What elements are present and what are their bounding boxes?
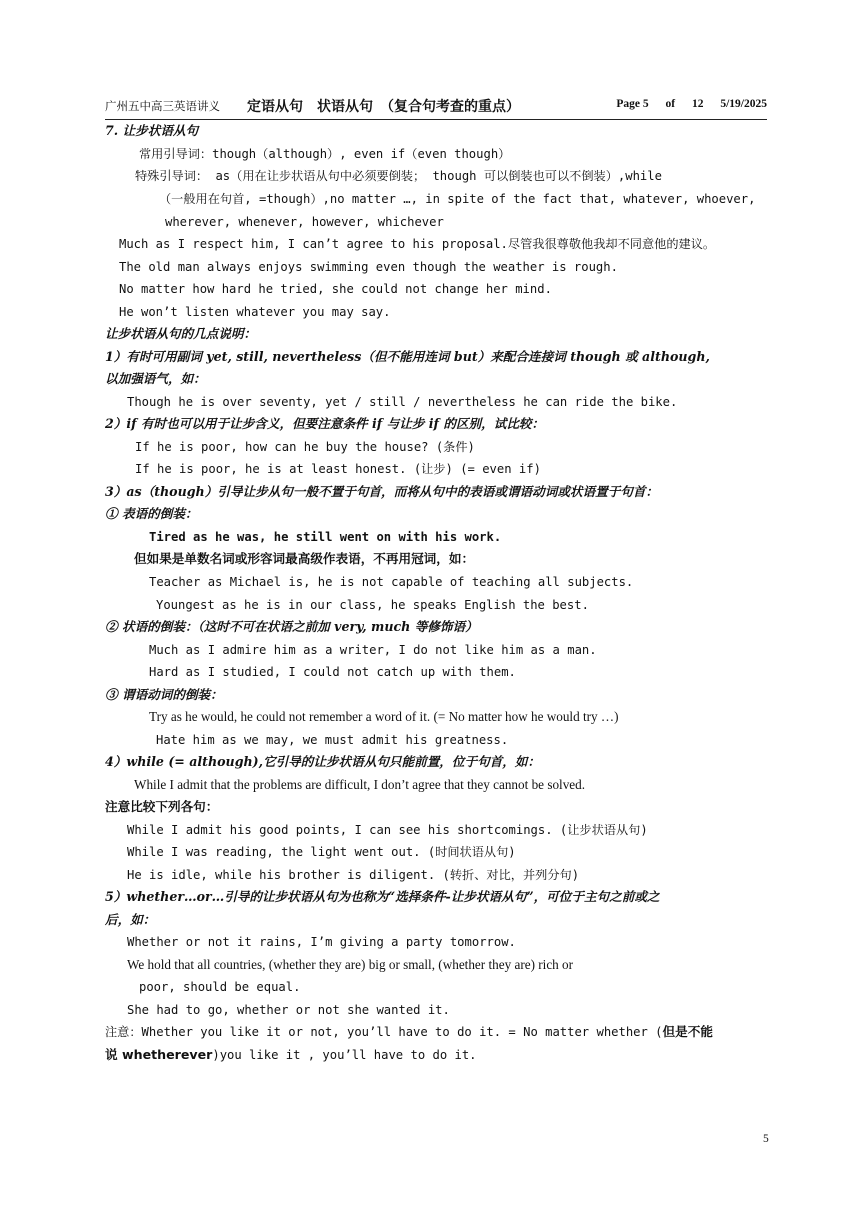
example-line: If he is poor, how can he buy the house? (条件) [135, 440, 475, 454]
text-line: Much as I respect him, I can’t agree to his proposal.尽管我很尊敬他我却不同意他的建议。 [119, 237, 716, 251]
example-line: He is idle, while his brother is diligent. (转折、对比，并列分句) [127, 868, 580, 882]
header-total-pages: 12 [691, 98, 704, 110]
point-heading: ③ 谓语动词的倒装： [105, 687, 223, 702]
text-line: He won’t listen whatever you may say. [119, 305, 391, 319]
text-line: wherever, whenever, however, whichever [165, 215, 444, 229]
text-line: 特殊引导词： as（用在让步状语从句中必须要倒装； though 可以倒装也可以不倒装）,while [135, 169, 662, 183]
note-emphasis: 说 whetherever [105, 1047, 213, 1062]
example-line: If he is poor, he is at least honest. (让步) (= even if) [135, 462, 541, 476]
example-line: While I admit that the problems are difficult, I don’t agree that they cannot be solved. [134, 777, 586, 792]
example-line: Though he is over seventy, yet / still / nevertheless he can ride the bike. [127, 395, 678, 409]
point-heading: 2）if 有时也可以用于让步含义，但要注意条件 if 与让步 if 的区别，试比较： [105, 416, 545, 431]
header-title: 定语从句 状语从句 （复合句考查的重点） [247, 99, 520, 115]
note-text: 注意：Whether you like it or not, you’ll have to do it. = No matter whether ( [105, 1025, 663, 1039]
example-line: Hate him as we may, we must admit his greatness. [156, 733, 509, 747]
subheading: 让步状语从句的几点说明： [105, 326, 257, 341]
note-line [105, 1023, 713, 1041]
example-line: poor, should be equal. [139, 980, 301, 994]
example-line: She had to go, whether or not she wanted it. [127, 1003, 450, 1017]
text-line: （一般用在句首, =though）,no matter …, in spite of the fact that, whatever, whoever, [159, 192, 756, 206]
example-line: Tired as he was, he still went on with his work. [149, 530, 502, 544]
note-text: )you like it , you’ll have to do it. [212, 1048, 477, 1062]
point-heading: 1）有时可用副词 yet, still, nevertheless（但不能用连词 but）来配合连接词 though 或 although, [105, 349, 710, 364]
example-line: Teacher as Michael is, he is not capable of teaching all subjects. [149, 575, 634, 589]
note-line [105, 1046, 477, 1064]
example-line: While I was reading, the light went out. (时间状语从句) [127, 845, 516, 859]
header-date: 5/19/2025 [720, 98, 767, 110]
example-line: Much as I admire him as a writer, I do not like him as a man. [149, 643, 597, 657]
section-heading: 7. 让步状语从句 [105, 123, 199, 138]
header-school: 广州五中高三英语讲义 [105, 101, 220, 113]
text-line: 常用引导词：though（although）, even if（even though） [139, 147, 511, 161]
point-heading: ② 状语的倒装：（这时不可在状语之前加 very, much 等修饰语） [105, 619, 478, 634]
header-page-info [602, 98, 767, 110]
point-heading: 以加强语气，如： [105, 371, 206, 386]
point-heading: 后，如： [105, 912, 156, 927]
point-heading: ① 表语的倒装： [105, 506, 198, 521]
page-header [105, 97, 767, 120]
example-line: Hard as I studied, I could not catch up with them. [149, 665, 516, 679]
note-emphasis: 但是不能 [662, 1024, 713, 1039]
example-line: While I admit his good points, I can see his shortcomings. (让步状语从句) [127, 823, 648, 837]
point-heading: 5）whether…or…引导的让步状语从句为也称为“选择条件-让步状语从句”，可位于主句之前或之 [105, 889, 660, 904]
point-heading: 4）while (= although),它引导的让步状语从句只能前置，位于句首，如： [105, 754, 541, 769]
note-heading: 注意比较下列各句： [105, 799, 219, 814]
example-line: We hold that all countries, (whether they are) big or small, (whether they are) rich or [127, 957, 574, 972]
text-line: The old man always enjoys swimming even though the weather is rough. [119, 260, 618, 274]
note-line: 但如果是单数名词或形容词最高级作表语，不再用冠词，如： [134, 551, 475, 566]
example-line: Try as he would, he could not remember a word of it. (= No matter how he would try …) [149, 709, 619, 724]
point-heading: 3）as（though）引导让步从句一般不置于句首，而将从句中的表语或谓语动词或状语置于句首： [105, 484, 659, 499]
header-page-label: Page 5 [616, 98, 649, 110]
text-line: No matter how hard he tried, she could not change her mind. [119, 282, 552, 296]
page-number: 5 [763, 1133, 769, 1145]
example-line: Youngest as he is in our class, he speaks English the best. [156, 598, 589, 612]
header-of-label: of [665, 98, 676, 110]
example-line: Whether or not it rains, I’m giving a party tomorrow. [127, 935, 516, 949]
